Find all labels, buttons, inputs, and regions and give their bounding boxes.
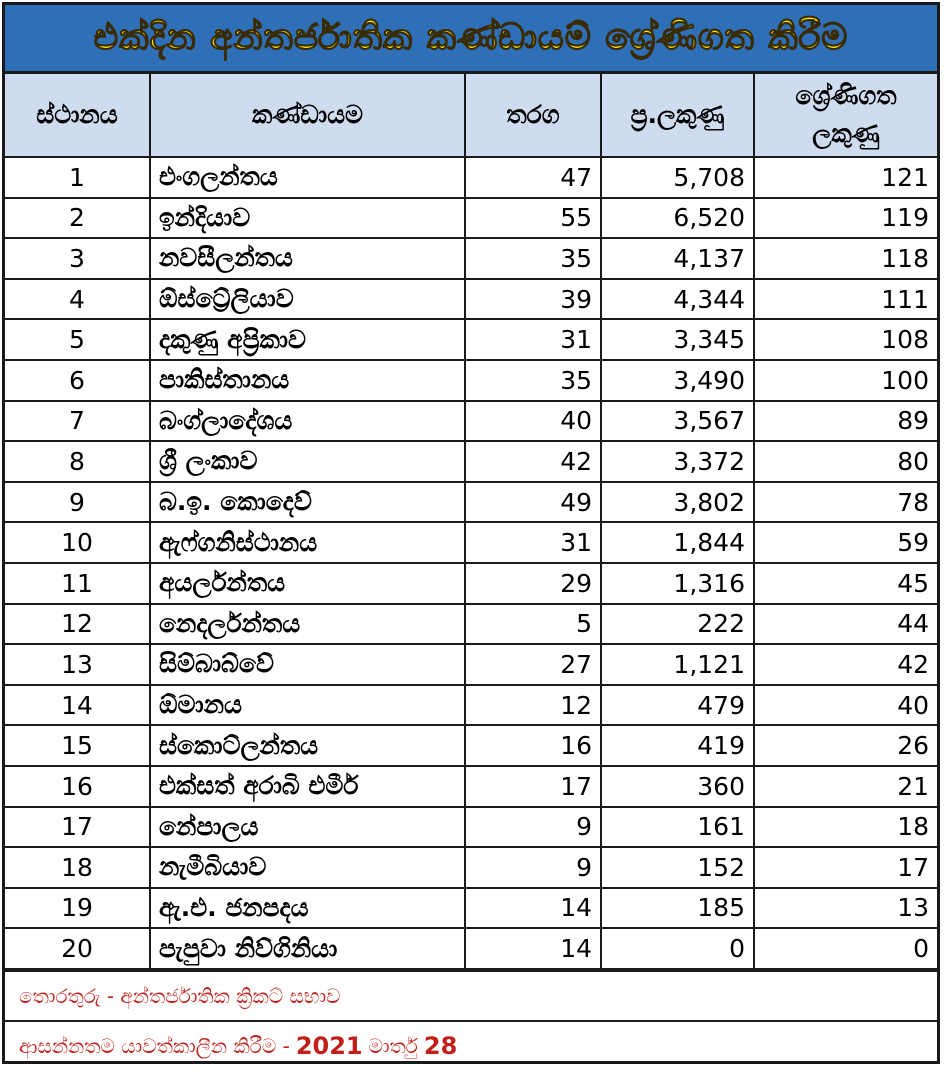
rank-position-cell: 2 [5, 198, 150, 239]
rank-position-cell: 13 [5, 644, 150, 685]
rating-cell: 0 [754, 928, 937, 969]
matches-cell: 40 [465, 401, 601, 442]
points-cell: 1,844 [601, 522, 754, 563]
rank-position-cell: 3 [5, 238, 150, 279]
matches-cell: 31 [465, 522, 601, 563]
table-row [5, 766, 937, 807]
rank-position-cell: 16 [5, 766, 150, 807]
ranking-card [2, 2, 940, 1064]
rank-position-cell: 17 [5, 807, 150, 848]
rank-position-cell: 7 [5, 401, 150, 442]
header-rating: ශ්‍රේණිගත ලකුණු [754, 74, 937, 157]
table-row [5, 279, 937, 320]
team-name-cell: ස්කොට්ලන්තය [150, 725, 465, 766]
rank-position-cell: 11 [5, 563, 150, 604]
team-name-cell: ශ්‍රී ලංකාව [150, 441, 465, 482]
points-cell: 3,802 [601, 482, 754, 523]
matches-cell: 49 [465, 482, 601, 523]
rating-cell: 80 [754, 441, 937, 482]
team-name-cell: එක්සත් අරාබි එමීර් [150, 766, 465, 807]
update-note [5, 1020, 937, 1070]
rating-cell: 121 [754, 157, 937, 198]
table-row [5, 522, 937, 563]
table-row [5, 319, 937, 360]
matches-cell: 35 [465, 360, 601, 401]
rating-cell: 108 [754, 319, 937, 360]
rank-position-cell: 10 [5, 522, 150, 563]
points-cell: 0 [601, 928, 754, 969]
points-cell: 4,137 [601, 238, 754, 279]
rank-position-cell: 14 [5, 685, 150, 726]
team-name-cell: නේපාලය [150, 807, 465, 848]
table-row [5, 482, 937, 523]
header-position: ස්ථානය [5, 74, 150, 157]
matches-cell: 5 [465, 604, 601, 645]
matches-cell: 9 [465, 847, 601, 888]
points-cell: 4,344 [601, 279, 754, 320]
table-row [5, 847, 937, 888]
matches-cell: 47 [465, 157, 601, 198]
points-cell: 479 [601, 685, 754, 726]
points-cell: 419 [601, 725, 754, 766]
rating-cell: 100 [754, 360, 937, 401]
matches-cell: 9 [465, 807, 601, 848]
points-cell: 360 [601, 766, 754, 807]
update-label: ආසන්නතම යාවත්කාලීන කිරීම - [19, 1033, 290, 1058]
rank-position-cell: 19 [5, 888, 150, 929]
matches-cell: 14 [465, 928, 601, 969]
team-name-cell: බ.ඉ. කොදෙව් [150, 482, 465, 523]
rank-position-cell: 18 [5, 847, 150, 888]
team-name-cell: පාකිස්තානය [150, 360, 465, 401]
matches-cell: 17 [465, 766, 601, 807]
rating-cell: 18 [754, 807, 937, 848]
rank-position-cell: 1 [5, 157, 150, 198]
points-cell: 3,567 [601, 401, 754, 442]
points-cell: 6,520 [601, 198, 754, 239]
table-row [5, 238, 937, 279]
table-row [5, 888, 937, 929]
rank-position-cell: 12 [5, 604, 150, 645]
team-name-cell: ඕස්ට්‍රේලියාව [150, 279, 465, 320]
points-cell: 3,345 [601, 319, 754, 360]
source-text: තොරතුරු - අන්තර්ජාතික ක්‍රිකට් සභාව [19, 983, 341, 1008]
team-name-cell: පැපුවා නිව්ගිනියා [150, 928, 465, 969]
matches-cell: 16 [465, 725, 601, 766]
update-year: 2021 [295, 1031, 363, 1060]
team-name-cell: නෙදර්ලන්තය [150, 604, 465, 645]
points-cell: 161 [601, 807, 754, 848]
points-cell: 5,708 [601, 157, 754, 198]
table-row [5, 360, 937, 401]
rank-position-cell: 20 [5, 928, 150, 969]
team-name-cell: සිම්බාබ්වේ [150, 644, 465, 685]
header-team: කණ්ඩායම [150, 74, 465, 157]
rating-cell: 17 [754, 847, 937, 888]
rankings-table [5, 74, 937, 970]
matches-cell: 31 [465, 319, 601, 360]
rating-cell: 13 [754, 888, 937, 929]
table-row [5, 685, 937, 726]
table-row [5, 401, 937, 442]
matches-cell: 42 [465, 441, 601, 482]
table-row [5, 807, 937, 848]
rank-position-cell: 8 [5, 441, 150, 482]
table-row [5, 563, 937, 604]
matches-cell: 27 [465, 644, 601, 685]
rating-cell: 119 [754, 198, 937, 239]
team-name-cell: දකුණු අප්‍රිකාව [150, 319, 465, 360]
points-cell: 1,121 [601, 644, 754, 685]
rating-cell: 111 [754, 279, 937, 320]
source-note [5, 970, 937, 1020]
header-matches: තරග [465, 74, 601, 157]
rank-position-cell: 4 [5, 279, 150, 320]
rating-cell: 44 [754, 604, 937, 645]
rating-cell: 42 [754, 644, 937, 685]
points-cell: 3,372 [601, 441, 754, 482]
matches-cell: 12 [465, 685, 601, 726]
matches-cell: 55 [465, 198, 601, 239]
rating-cell: 26 [754, 725, 937, 766]
rating-cell: 21 [754, 766, 937, 807]
rating-cell: 89 [754, 401, 937, 442]
update-day: 28 [423, 1031, 458, 1060]
rank-position-cell: 5 [5, 319, 150, 360]
team-name-cell: එංගලන්තය [150, 157, 465, 198]
points-cell: 185 [601, 888, 754, 929]
header-row [5, 74, 937, 157]
matches-cell: 29 [465, 563, 601, 604]
table-row [5, 157, 937, 198]
team-name-cell: අයර්ලන්තය [150, 563, 465, 604]
rating-cell: 118 [754, 238, 937, 279]
matches-cell: 14 [465, 888, 601, 929]
rating-cell: 40 [754, 685, 937, 726]
points-cell: 1,316 [601, 563, 754, 604]
table-row [5, 604, 937, 645]
rank-position-cell: 6 [5, 360, 150, 401]
rating-cell: 78 [754, 482, 937, 523]
points-cell: 152 [601, 847, 754, 888]
rating-cell: 59 [754, 522, 937, 563]
rank-position-cell: 9 [5, 482, 150, 523]
matches-cell: 39 [465, 279, 601, 320]
table-body [5, 157, 937, 969]
update-month: මාර්තු [368, 1033, 418, 1058]
points-cell: 3,490 [601, 360, 754, 401]
team-name-cell: නවසීලන්තය [150, 238, 465, 279]
team-name-cell: ඕමානය [150, 685, 465, 726]
rank-position-cell: 15 [5, 725, 150, 766]
team-name-cell: නැමීබියාව [150, 847, 465, 888]
team-name-cell: ඉන්දියාව [150, 198, 465, 239]
team-name-cell: ඇ.එ. ජනපදය [150, 888, 465, 929]
team-name-cell: ඇෆ්ගනිස්ථානය [150, 522, 465, 563]
team-name-cell: බංග්ලාදේශය [150, 401, 465, 442]
table-row [5, 644, 937, 685]
table-row [5, 928, 937, 969]
table-row [5, 441, 937, 482]
table-title: එක්දින අන්තර්ජාතික කණ්ඩායම් ශ්‍රේණිගත කිරීම [5, 5, 937, 74]
table-row [5, 198, 937, 239]
header-points: ප්‍ර.ලකුණු [601, 74, 754, 157]
matches-cell: 35 [465, 238, 601, 279]
points-cell: 222 [601, 604, 754, 645]
table-row [5, 725, 937, 766]
rating-cell: 45 [754, 563, 937, 604]
